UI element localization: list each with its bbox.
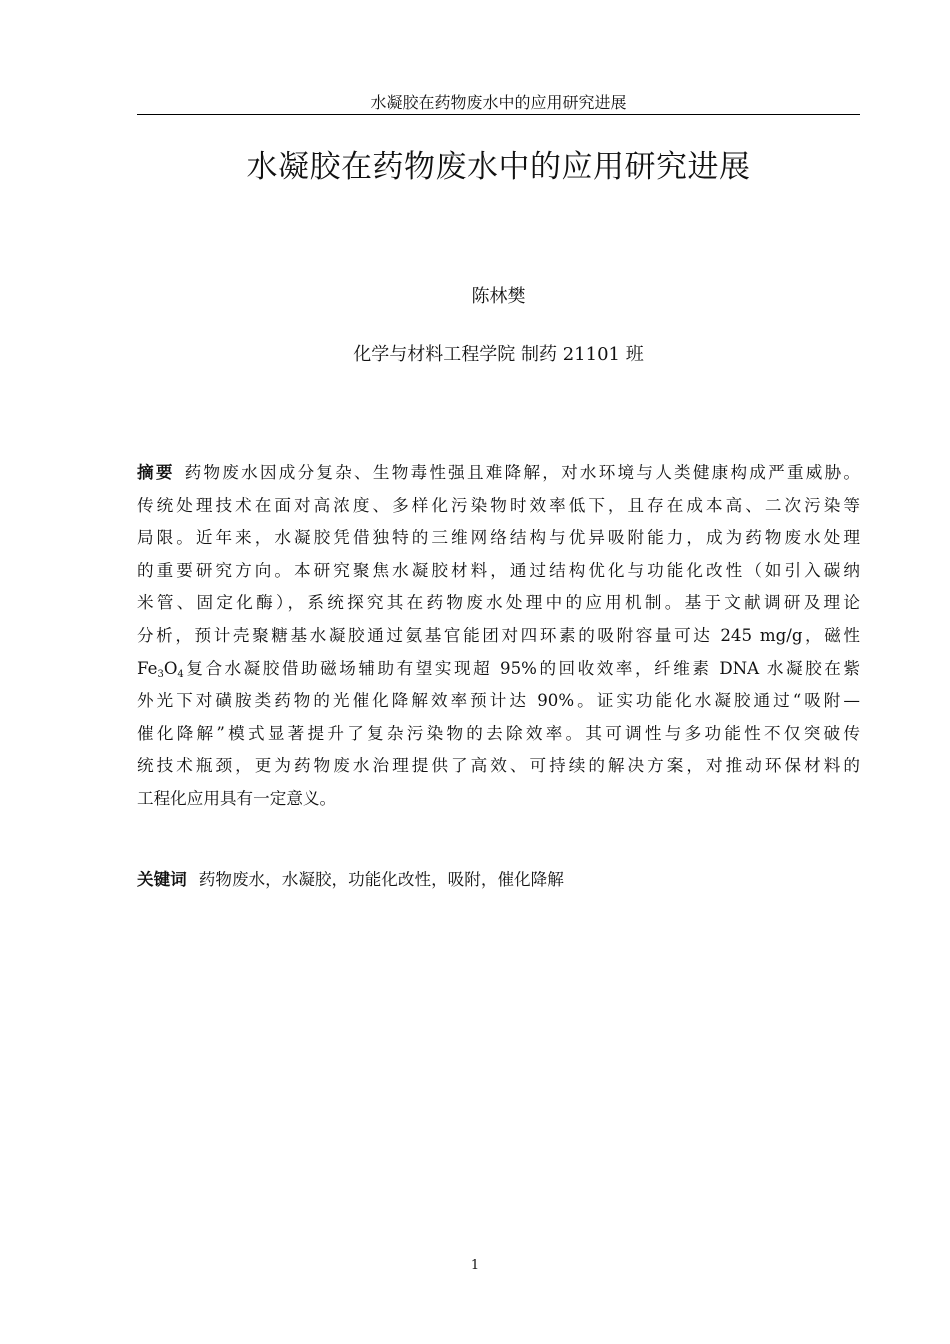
- author-affiliation: 化学与材料工程学院 制药 21101 班: [353, 344, 644, 365]
- abstract-line: 工程化应用具有一定意义。: [137, 788, 337, 808]
- abstract-label: 摘要: [137, 463, 175, 482]
- abstract-line: 米管、固定化酶），系统探究其在药物废水处理中的应用机制。基于文献调研及理论: [137, 593, 860, 613]
- abstract-line-text: 复合水凝胶借助磁场辅助有望实现超 95%的回收效率，纤维素 DNA 水凝胶在紫: [183, 658, 860, 678]
- abstract-line: 局限。近年来，水凝胶凭借独特的三维网络结构与优异吸附能力，成为药物废水处理: [137, 528, 860, 548]
- abstract-line: 外光下对磺胺类药物的光催化降解效率预计达 90%。证实功能化水凝胶通过“吸附—: [137, 691, 860, 711]
- paper-title: 水凝胶在药物废水中的应用研究进展: [246, 149, 751, 185]
- abstract: [137, 457, 860, 816]
- page-number: 1: [470, 1258, 480, 1273]
- abstract-line: 传统处理技术在面对高浓度、多样化污染物时效率低下，且存在成本高、二次污染等: [137, 495, 860, 515]
- chemical-formula: $Fe_3O_4$: [137, 658, 184, 680]
- abstract-line: 催化降解”模式显著提升了复杂污染物的去除效率。其可调性与多功能性不仅突破传: [137, 723, 860, 743]
- abstract-line: 分析，预计壳聚糖基水凝胶通过氨基官能团对四环素的吸附容量可达 245 mg/g，磁性: [137, 625, 860, 645]
- abstract-line: 的重要研究方向。本研究聚焦水凝胶材料，通过结构优化与功能化改性（如引入碳纳: [137, 560, 860, 580]
- keywords-text: 药物废水，水凝胶，功能化改性，吸附，催化降解: [198, 870, 564, 889]
- keywords-label: 关键词: [137, 870, 187, 889]
- keywords: [137, 864, 860, 896]
- abstract-line: [137, 457, 860, 490]
- abstract-line: [137, 653, 860, 686]
- running-header: 水凝胶在药物废水中的应用研究进展: [370, 93, 627, 112]
- author-name: 陈林樊: [471, 286, 526, 307]
- abstract-line-text: 药物废水因成分复杂、生物毒性强且难降解，对水环境与人类健康构成严重威胁。: [184, 463, 860, 482]
- header-rule: [137, 114, 860, 115]
- abstract-line: 统技术瓶颈，更为药物废水治理提供了高效、可持续的解决方案，对推动环保材料的: [137, 756, 860, 776]
